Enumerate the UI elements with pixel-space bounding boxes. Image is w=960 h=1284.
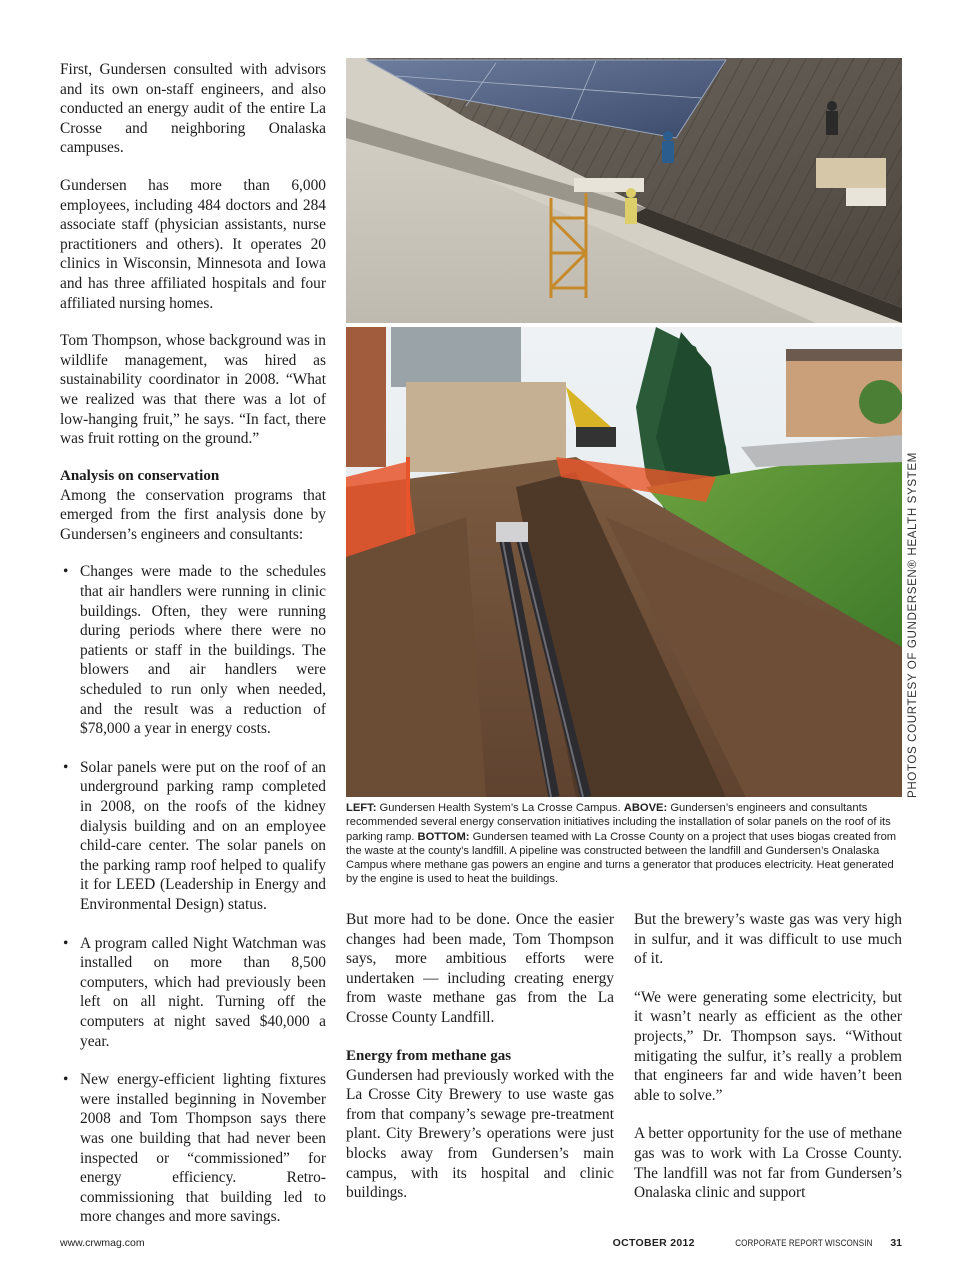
bullet-icon: • xyxy=(63,1071,69,1089)
list-item xyxy=(60,562,326,738)
bullet-icon: • xyxy=(63,934,69,952)
pipeline-trench-photo xyxy=(346,327,902,797)
footer-folio xyxy=(613,1237,902,1249)
list-item-text: Solar panels were put on the roof of an underground parking ramp completed in 2008, on the roofs of the kidney dialysis building and on an employee child-care center. The solar panels on the parking ramp roof helped to qualify it for LEED (Leadership in Energy and Environmental Design) status. xyxy=(80,758,326,913)
footer-website[interactable]: www.crwmag.com xyxy=(60,1237,145,1249)
paragraph: But the brewery’s waste gas was very high in sulfur, and it was difficult to use much of it. xyxy=(634,911,902,968)
paragraph: First, Gundersen consulted with advisors and its own on-staff engineers, and also conducted an energy audit of the entire La Crosse and neighboring Onalaska campuses. xyxy=(60,61,326,157)
list-item-text: A program called Night Watchman was installed on more than 8,500 computers, which had previously been left on all night. Turning off the computers at night saved $40,000 a year. xyxy=(80,934,326,1050)
conservation-list xyxy=(60,562,326,1226)
bullet-icon: • xyxy=(63,758,69,776)
middle-column xyxy=(346,910,614,1222)
photo-caption xyxy=(346,801,906,887)
bullet-icon: • xyxy=(63,563,69,581)
paragraph: Gundersen had previously worked with the La Crosse City Brewery to use waste gas from that company’s sewage pre-treatment plant. City Brewery’s operations were just blocks away from Gundersen’s main campus, with its hospital and clinic buildings. xyxy=(346,1066,614,1202)
caption-text-left: Gundersen Health System’s La Crosse Campus. xyxy=(376,802,624,814)
caption-label-above: ABOVE: xyxy=(623,802,668,814)
paragraph: “We were generating some electricity, but it wasn’t nearly as efficient as the other projects,” Dr. Thompson says. “Without mitigating the sulfur, it’s really a problem that engineers far and wide haven’t been able to solve.” xyxy=(634,988,902,1104)
section-intro: Among the conservation programs that emerged from the first analysis done by Gundersen’s engineers and consultants: xyxy=(60,486,326,543)
photo-credit xyxy=(902,452,924,800)
list-item xyxy=(60,934,326,1052)
magazine-name: CORPORATE REPORT WISCONSIN xyxy=(735,1238,873,1249)
list-item xyxy=(60,1070,326,1227)
caption-label-left: LEFT: xyxy=(346,802,377,814)
caption-label-bottom: BOTTOM: xyxy=(417,830,470,843)
issue-date: OCTOBER 2012 xyxy=(612,1237,695,1249)
solar-roof-photo xyxy=(346,58,902,323)
page-number: 31 xyxy=(890,1237,902,1249)
caption-text-above: Gundersen’s engineers and consultants recommended several energy conservation initiatives including the installation of solar panels on the roof of its parking ramp. xyxy=(346,802,891,843)
caption-text-bottom: Gundersen teamed with La Crosse County on a project that uses biogas created from the waste at the county’s landfill. A pipeline was constructed between the landfill and Gundersen’s Onalaska Campus where methane gas powers an engine and turns a generator that produces electricity. Heat generated by the engine is used to heat the buildings. xyxy=(346,830,897,886)
left-column xyxy=(60,60,326,1246)
right-column xyxy=(634,910,902,1222)
paragraph: Tom Thompson, whose background was in wildlife management, was hired as sustainability coordinator in 2008. “What we realized was that there was a lot of low-hanging fruit,” he says. “In fact, there was fruit rotting on the ground.” xyxy=(60,332,326,448)
photo-credit-text: PHOTOS COURTESY OF GUNDERSEN® HEALTH SYSTEM xyxy=(906,452,919,798)
list-item-text: New energy-efficient lighting fixtures were installed beginning in November 2008 and Tom Thompson says there was one building that had never been inspected or “commissioned” for energy efficiency. Retro-commissioning that building led to more changes and more savings. xyxy=(80,1071,326,1226)
paragraph: A better opportunity for the use of methane gas was to work with La Crosse County. The landfill was not far from Gundersen’s Onalaska clinic and support xyxy=(634,1125,902,1202)
paragraph: Gundersen has more than 6,000 employees, including 484 doctors and 284 associate staff (physician assistants, nurse practitioners and others). It operates 20 clinics in Wisconsin, Minnesota and Iowa and has three affiliated hospitals and four affiliated nursing homes. xyxy=(60,176,326,312)
section-heading: Energy from methane gas xyxy=(346,1047,512,1064)
list-item-text: Changes were made to the schedules that air handlers were running in clinic buildings. Often, they were running during periods where there were no patients or staff in the buildings. The blowers and air handlers were scheduled to run only when needed, and the result was a reduction of $78,000 a year in energy costs. xyxy=(80,563,326,738)
section-heading: Analysis on conservation xyxy=(60,467,220,484)
list-item xyxy=(60,758,326,915)
paragraph: But more had to be done. Once the easier changes had been made, Tom Thompson says, more ambitious efforts were undertaken — including creating energy from waste methane gas from the La Crosse County Landfill. xyxy=(346,911,614,1026)
